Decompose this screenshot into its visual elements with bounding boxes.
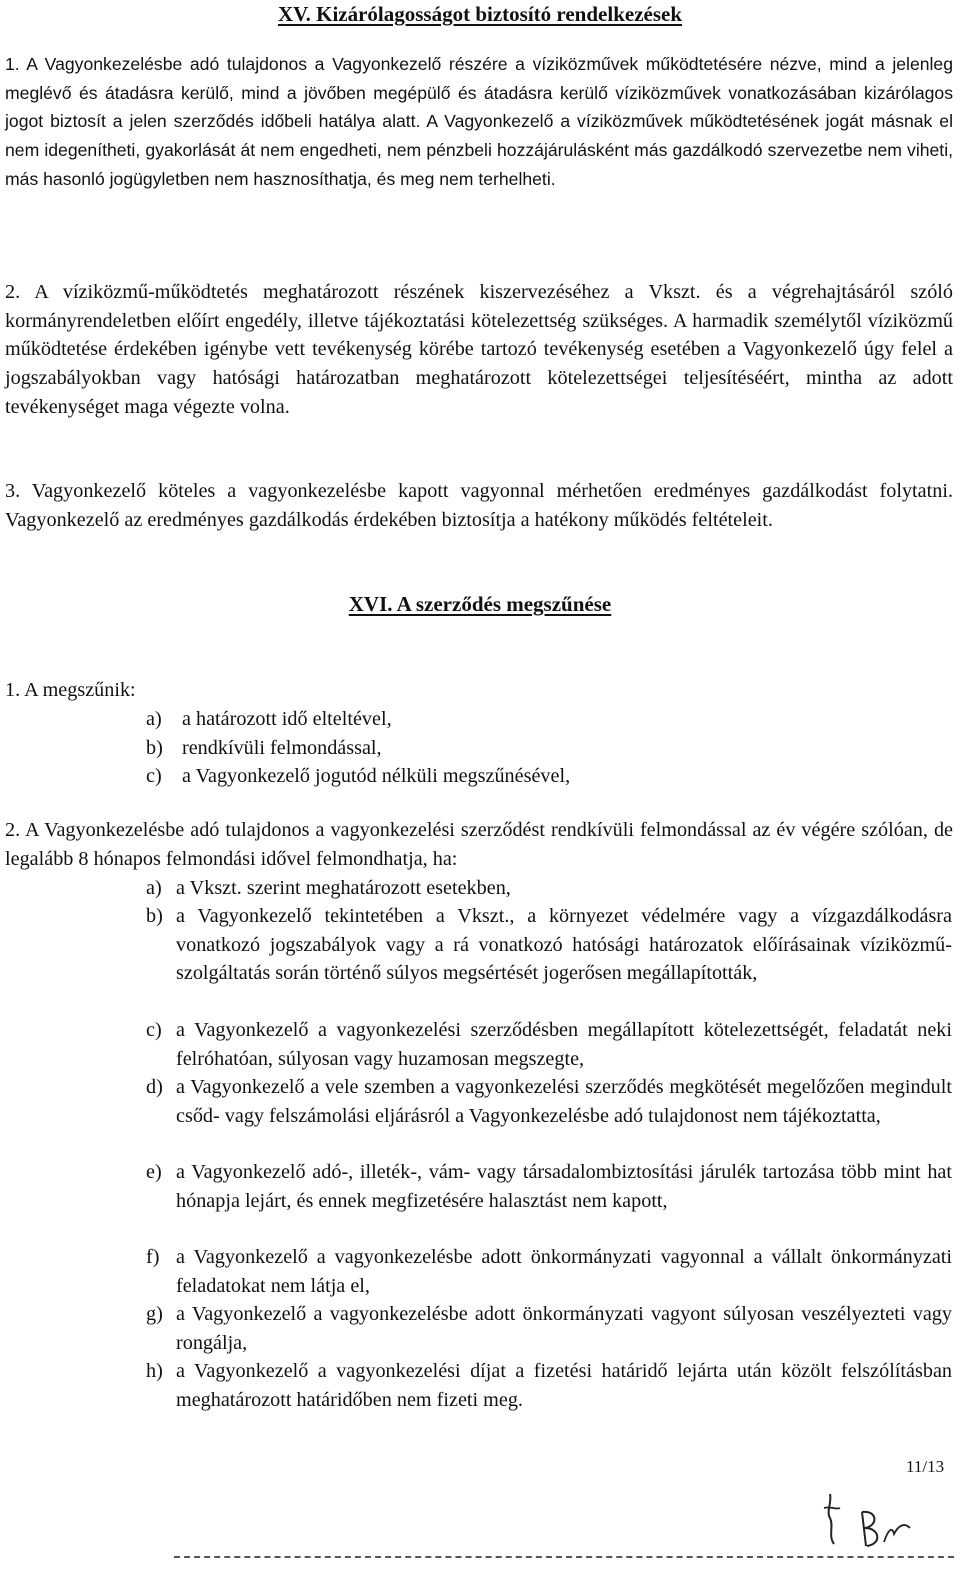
- section-15-paragraph-2: 2. A víziközmű-működtetés meghatározott részének kiszervezéséhez a Vkszt. és a végrehajtásáról szóló kormányrendeletben előírt engedély, illetve tájékoztatási kötelezettség szükséges. A harmadik személytől víziközmű működtetése érdekében igénybe vett tevékenység körébe tartozó tevékenység esetében a Vagyonkezelő úgy felel a jogszabályokban vagy hatósági határozatban meghatározott kötelezettségei teljesítéséért, mintha az adott tevékenységet maga végezte volna.: [5, 281, 953, 418]
- list-item: [146, 705, 952, 734]
- list-item-label: b): [146, 737, 163, 759]
- list-item-text: a Vagyonkezelő tekintetében a Vkszt., a környezet védelmére vagy a vízgazdálkodásra vonatkozó jogszabályok vagy a rá vonatkozó hatósági határozatok előírásainak víziközmű-szolgáltatás során történő súlyos megsértését jogerősen megállapították,: [176, 905, 952, 985]
- list-item-label: a): [146, 708, 162, 730]
- list-item: [146, 1357, 952, 1414]
- list-item-text: a Vagyonkezelő a vagyonkezelési szerződésben megállapított kötelezettségét, feladatát neki felróhatóan, súlyosan vagy huzamosan megszegte,: [176, 1019, 952, 1070]
- list-item: [146, 1016, 952, 1073]
- page-number: 11/13: [906, 1457, 945, 1476]
- list-item-label: c): [146, 765, 162, 787]
- list-item-text: a Vagyonkezelő adó-, illeték-, vám- vagy társadalombiztosítási járulék tartozása több mint hat hónapja lejárt, és ennek megfizetésére halasztást nem kapott,: [176, 1161, 952, 1212]
- list-item: [146, 902, 952, 988]
- list-item-label: e): [146, 1161, 162, 1183]
- list-item: [146, 1073, 952, 1130]
- list-item-text: a Vagyonkezelő a vele szemben a vagyonkezelési szerződés megkötését megelőzően megindult csőd- vagy felszámolási eljárásról a Vagyonkezelésbe adó tulajdonost nem tájékoztatta,: [176, 1076, 952, 1127]
- section-16-paragraph-1-intro: 1. A megszűnik:: [5, 679, 136, 701]
- section-15-paragraph-3: 3. Vagyonkezelő köteles a vagyonkezelésbe kapott vagyonnal mérhetően eredményes gazdálkodást folytatni. Vagyonkezelő az eredményes gazdálkodás érdekében biztosítja a hatékony működés feltételeit.: [5, 480, 953, 531]
- list-item-text: a határozott idő elteltével,: [182, 708, 392, 730]
- section-15-title: XV. Kizárólagosságot biztosító rendelkezések: [277, 2, 683, 26]
- list-item-text: a Vagyonkezelő jogutód nélküli megszűnésével,: [182, 765, 571, 787]
- section-15-paragraph-1: 1. A Vagyonkezelésbe adó tulajdonos a Vagyonkezelő részére a víziközművek működtetésére nézve, mind a jelenleg meglévő és átadásra kerülő, mind a jövőben megépülő és átadásra kerülő víziközművek vonatkozásában kizárólagos jogot biztosít a jelen szerződés időbeli hatálya alatt. A Vagyonkezelő a víziközművek működtetésének jogát másnak el nem idegenítheti, gyakorlását át nem engedheti, nem pénzbeli hozzájárulásként más gazdálkodó szervezetbe nem viheti, más hasonló jogügyletben nem hasznosíthatja, és meg nem terhelheti.: [5, 54, 953, 189]
- list-item: [146, 762, 952, 791]
- list-item-label: d): [146, 1076, 163, 1098]
- list-item-label: g): [146, 1303, 163, 1325]
- section-16-title: XVI. A szerződés megszűnése: [348, 592, 612, 616]
- list-item: [146, 1243, 952, 1300]
- list-item-label: a): [146, 877, 162, 899]
- list-item: [146, 874, 952, 903]
- list-item: [146, 1158, 952, 1215]
- list-item-label: c): [146, 1019, 162, 1041]
- footer-divider: [174, 1556, 954, 1558]
- list-item-text: a Vagyonkezelő a vagyonkezelési díjat a fizetési határidő lejárta után közölt felszólításban meghatározott határidőben nem fizeti meg.: [176, 1360, 952, 1411]
- list-item-text: a Vagyonkezelő a vagyonkezelésbe adott önkormányzati vagyont súlyosan veszélyezteti vagy rongálja,: [176, 1303, 952, 1354]
- signature-icon: [818, 1482, 928, 1550]
- list-item-text: a Vkszt. szerint meghatározott esetekben,: [176, 877, 511, 899]
- list-item-label: b): [146, 905, 163, 927]
- list-item: [146, 734, 952, 763]
- list-item: [146, 1300, 952, 1357]
- list-item-text: rendkívüli felmondással,: [182, 737, 382, 759]
- list-item-text: a Vagyonkezelő a vagyonkezelésbe adott önkormányzati vagyonnal a vállalt önkormányzati feladatokat nem látja el,: [176, 1246, 952, 1297]
- section-16-paragraph-2-intro: 2. A Vagyonkezelésbe adó tulajdonos a vagyonkezelési szerződést rendkívüli felmondással az év végére szólóan, de legalább 8 hónapos felmondási idővel felmondhatja, ha:: [5, 819, 953, 870]
- list-item-label: f): [146, 1246, 160, 1268]
- list-item-label: h): [146, 1360, 163, 1382]
